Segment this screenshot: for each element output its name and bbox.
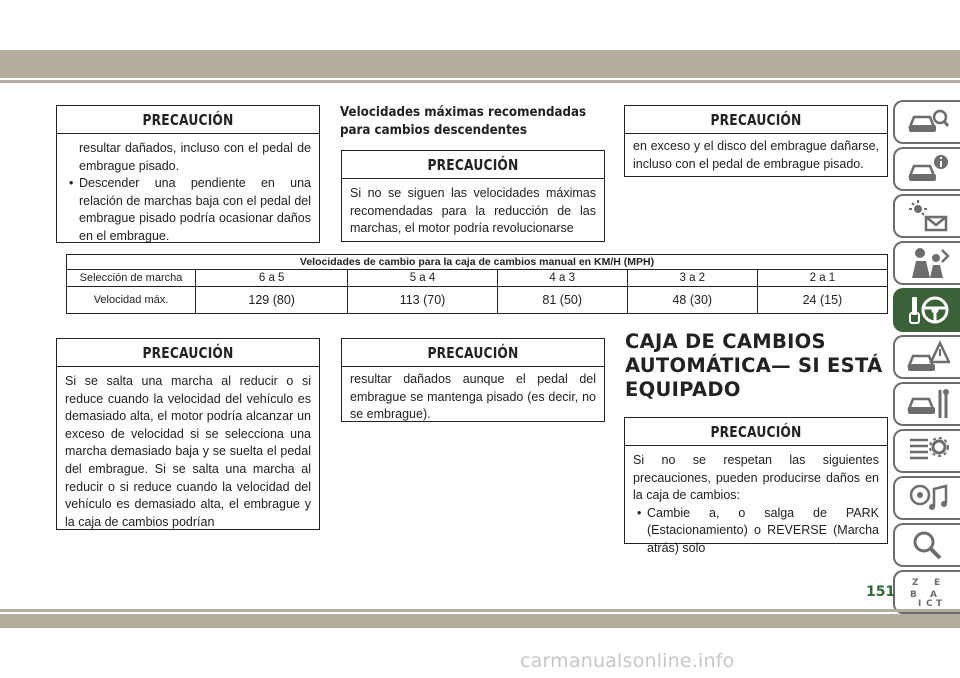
table-caption: Velocidades de cambio para la caja de cambios manual en KM/H (MPH) (67, 255, 888, 270)
svg-text:C: C (925, 599, 933, 609)
caution-bullet-text: • Cambie a, o salga de PARK (Estacionamiento) o REVERSE (Marcha atrás) solo (633, 505, 879, 558)
speed-cell: 129 (80) (196, 287, 348, 314)
gear-cell: 5 a 4 (348, 270, 497, 287)
tab-service-maintenance[interactable] (893, 382, 960, 426)
search-index-icon (906, 528, 950, 562)
caution-intro-text: Si no se respetan las siguientes precauciones, pueden producirse daños en la caja de cambios: (633, 453, 879, 503)
passenger-safety-icon (906, 246, 950, 280)
svg-text:E: E (933, 578, 940, 588)
caution-box-top-right (624, 105, 888, 177)
footer-rule (0, 609, 960, 612)
chapter-tabs (893, 100, 960, 617)
caution-box-top-left (56, 105, 320, 243)
tab-car-search[interactable] (893, 100, 960, 144)
caution-box-automatic (624, 417, 888, 555)
header-band (0, 50, 960, 78)
tab-roadside-warning[interactable] (893, 335, 960, 379)
specifications-gear-icon (906, 434, 950, 468)
tab-warning-lights[interactable] (893, 194, 960, 238)
svg-text:B: B (909, 590, 917, 600)
speed-cell: 113 (70) (348, 287, 497, 314)
caution-box-bottom-left (56, 338, 320, 530)
section-heading: Velocidades máximas recomendadas para cambios descendentes (340, 104, 587, 138)
caution-title: PRECAUCIÓN (710, 423, 802, 441)
caution-continuation-text: resultar dañados, incluso con el pedal de embrague pisado. (79, 141, 311, 173)
speed-table (66, 254, 888, 314)
car-service-tools-icon (906, 387, 950, 421)
svg-text:T: T (935, 599, 942, 609)
svg-text:I: I (917, 599, 921, 609)
header-rule (0, 80, 960, 83)
alphabet-index-icon (906, 575, 950, 609)
caution-box-top-middle (341, 150, 605, 242)
tab-starting-operating[interactable] (893, 288, 960, 332)
car-info-icon (906, 152, 950, 186)
gear-cell: 3 a 2 (627, 270, 757, 287)
caution-title: PRECAUCIÓN (427, 156, 519, 174)
steering-wheel-key-icon (906, 293, 950, 327)
car-roadside-warning-icon (906, 340, 950, 374)
warning-lights-message-icon (906, 199, 950, 233)
speed-cell: 48 (30) (627, 287, 757, 314)
speed-cell: 24 (15) (757, 287, 887, 314)
caution-text: en exceso y el disco del embrague dañarse, incluso con el pedal de embrague pisado. (633, 139, 879, 171)
tab-index-search[interactable] (893, 523, 960, 567)
svg-text:A: A (929, 590, 937, 600)
caution-box-bottom-middle (341, 338, 605, 422)
gear-cell: 6 a 5 (196, 270, 348, 287)
tab-passenger-safety[interactable] (893, 241, 960, 285)
tab-alphabet-index[interactable] (893, 570, 960, 614)
caution-title: PRECAUCIÓN (142, 344, 234, 362)
svg-text:Z: Z (911, 578, 919, 588)
table-row-speeds (67, 287, 888, 314)
caution-text: Si no se siguen las velocidades máximas recomendadas para la reducción de las marchas, el motor podría revolucionarse (350, 186, 596, 236)
row-header-gear: Selección de marcha (67, 270, 196, 287)
chapter-title: CAJA DE CAMBIOS AUTOMÁTICA— SI ESTÁ EQUIPADO (625, 330, 883, 401)
caution-bullet-text: • Descender una pendiente en una relación de marchas baja con el pedal del embrague pisado podría ocasionar daños en el embrague. (65, 175, 311, 245)
table-row-gears (67, 270, 888, 287)
row-header-speed: Velocidad máx. (67, 287, 196, 314)
tab-car-info[interactable] (893, 147, 960, 191)
gear-cell: 2 a 1 (757, 270, 887, 287)
caution-title: PRECAUCIÓN (142, 111, 234, 129)
page-number: 151 (866, 584, 896, 600)
watermark: carmanualsonline.info (520, 650, 735, 672)
footer-band (0, 614, 960, 628)
gear-cell: 4 a 3 (497, 270, 627, 287)
multimedia-music-icon (906, 481, 950, 515)
tab-specifications[interactable] (893, 429, 960, 473)
car-search-icon (906, 105, 950, 139)
tab-multimedia[interactable] (893, 476, 960, 520)
caution-title: PRECAUCIÓN (710, 111, 802, 129)
caution-title: PRECAUCIÓN (427, 344, 519, 362)
speed-cell: 81 (50) (497, 287, 627, 314)
caution-text: Si se salta una marcha al reducir o si reduce cuando la velocidad del vehículo es demasiado alta, el motor podría alcanzar un exceso de velocidad si se selecciona una marcha demasiado baja y se suelta el pedal del embrague. Si se salta una marcha al reducir o si reduce cuando la velocidad del vehículo es demasiado alta, el embrague y la caja de cambios podrían (65, 374, 311, 529)
caution-text: resultar dañados aunque el pedal del embrague se mantenga pisado (es decir, no se embrague). (350, 372, 596, 422)
